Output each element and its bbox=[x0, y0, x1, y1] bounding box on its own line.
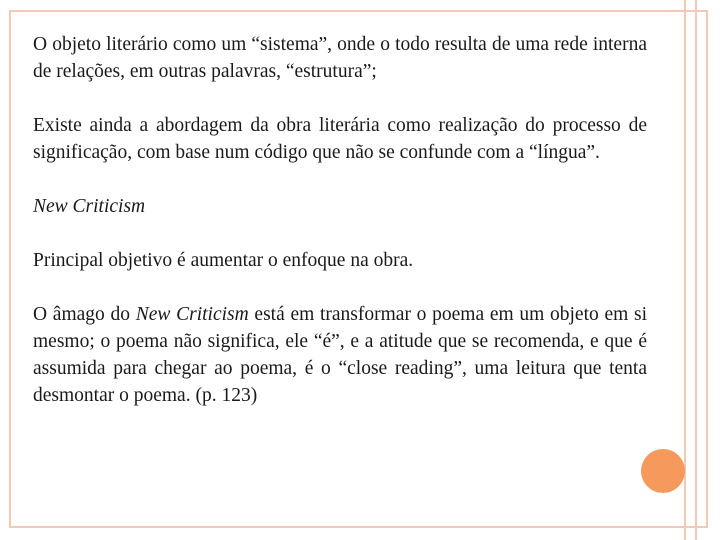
amago-text-end: está em transformar o poema em um objeto em si mesmo; o poema não significa, ele “é”, e a atitude que se recomenda, e que é assumida para chegar ao poema, é o “close reading”, uma leitura que tenta desmontar o poema. (p. 123) bbox=[33, 304, 648, 406]
amago-new-criticism-italic: New Criticism bbox=[135, 304, 249, 325]
slide-body bbox=[33, 31, 647, 409]
paragraph-objetivo: Principal objetivo é aumentar o enfoque na obra. bbox=[33, 250, 414, 271]
heading-new-criticism: New Criticism bbox=[33, 196, 146, 217]
vertical-rule-left bbox=[684, 0, 686, 540]
vertical-rule-right bbox=[695, 0, 697, 540]
paragraph-amago bbox=[33, 301, 647, 409]
amago-text-start: O âmago do bbox=[33, 304, 136, 325]
decorative-circle-icon bbox=[641, 449, 685, 493]
paragraph-significacao: Existe ainda a abordagem da obra literária como realização do processo de significação, com base num código que não se confunde com a “língua”. bbox=[33, 115, 647, 163]
paragraph-sistema: O objeto literário como um “sistema”, onde o todo resulta de uma rede interna de relações, em outras palavras, “estrutura”; bbox=[33, 34, 647, 82]
